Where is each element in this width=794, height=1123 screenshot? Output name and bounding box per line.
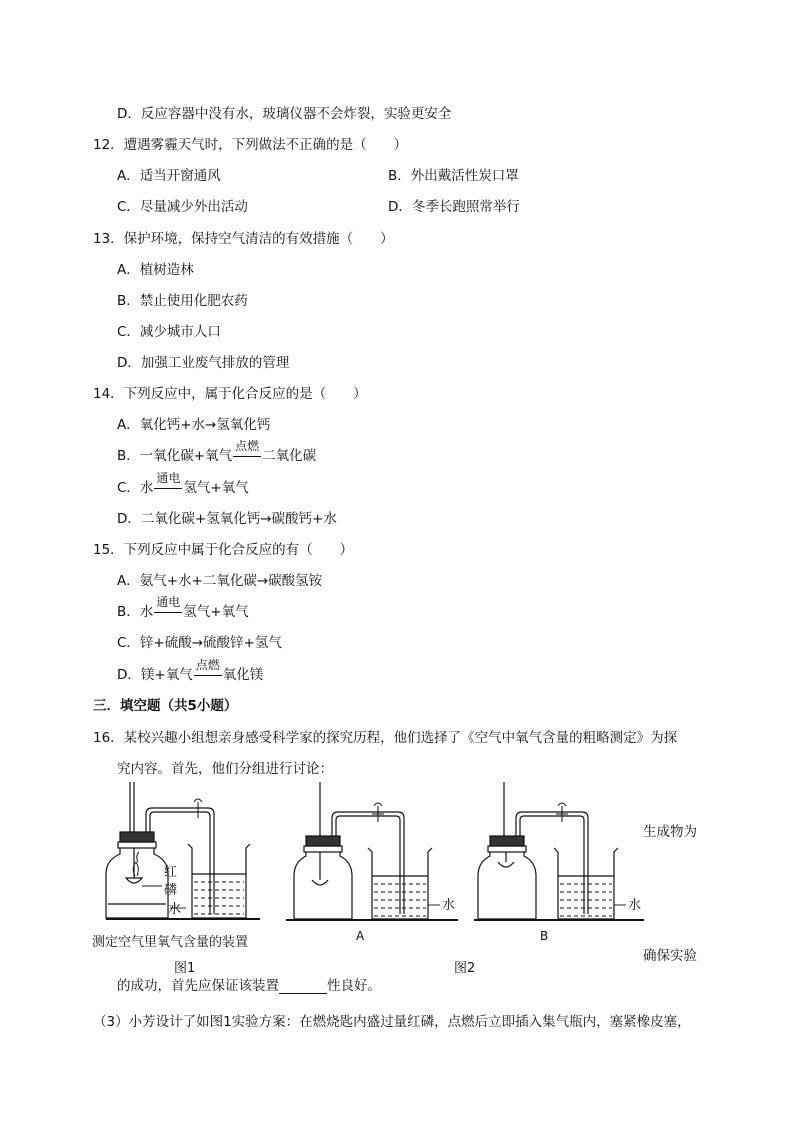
q15-stem: 15．下列反应中属于化合反应的有（ ）: [93, 542, 354, 558]
q16-line-2: 究内容。首先，他们分组进行讨论：: [117, 761, 333, 777]
label-a: A: [356, 929, 365, 943]
q14-b-condition-label: 点燃: [235, 439, 260, 453]
q14-b-reactants: B．一氧化碳+氧气: [117, 448, 233, 464]
q15-d-reactants: D．镁+氧气: [117, 667, 193, 683]
apparatus-figure: [88, 782, 644, 978]
q15-option-a: A．氨气+水+二氧化碳→碳酸氢铵: [117, 573, 323, 589]
q15-d-condition-label: 点燃: [195, 658, 220, 672]
q14-b-products: 二氧化碳: [262, 448, 317, 464]
q15-b-condition-label: 通电: [156, 595, 181, 609]
label-fig1: 图1: [174, 961, 196, 976]
label-b: B: [540, 929, 549, 943]
q14-option-d: D．二氧化碳+氢氧化钙→碳酸钙+水: [117, 511, 337, 527]
q15-b-reactants: B．水: [117, 604, 154, 620]
q14-b-condition: [232, 439, 262, 464]
q16-line-3-end: 性良好。: [327, 978, 381, 994]
q16-side-text-1: 生成物为: [643, 824, 697, 840]
q15-b-condition: [153, 595, 183, 620]
q14-c-products: 氢气+氧气: [183, 480, 249, 496]
q16-line-4: （3）小芳设计了如图1实验方案：在燃烧匙内盛过量红磷，点燃后立即插入集气瓶内，塞紧橡皮塞，: [93, 1014, 691, 1030]
q12-option-c: C．尽量减少外出活动: [117, 199, 248, 215]
q12-option-a: A．适当开窗通风: [117, 168, 221, 184]
q15-option-b: [117, 595, 249, 620]
q14-c-reactants: C．水: [117, 480, 154, 496]
label-water-a: 水: [442, 898, 456, 913]
q13-option-a: A．植树造林: [117, 262, 194, 278]
q12-option-b: B．外出戴活性炭口罩: [388, 168, 519, 184]
q14-option-a: A．氧化钙+水→氢氧化钙: [117, 417, 271, 433]
q15-option-d: [117, 658, 264, 683]
q13-option-d: D．加强工业废气排放的管理: [117, 355, 290, 371]
q16-side-text-2: 确保实验: [643, 948, 697, 964]
q15-d-products: 氧化镁: [222, 667, 264, 683]
caption-fig1: 测定空气里氧气含量的装置: [92, 935, 249, 950]
label-water-fig1: 水: [168, 902, 182, 917]
label-water-b: 水: [628, 898, 642, 913]
q13-option-b: B．禁止使用化肥农药: [117, 293, 248, 309]
q16-line-1: 16．某校兴趣小组想亲身感受科学家的探究历程，他们选择了《空气中氧气含量的粗略测定》为探: [93, 730, 678, 746]
q14-option-c: [117, 471, 249, 496]
q12-option-d: D．冬季长跑照常举行: [388, 199, 520, 215]
label-fig2: 图2: [454, 961, 476, 976]
q15-d-condition: [193, 658, 223, 683]
q13-option-c: C．减少城市人口: [117, 324, 221, 340]
q14-c-condition-label: 通电: [156, 471, 181, 485]
label-red: 红: [164, 865, 178, 880]
q12-stem: 12．遭遇雾霾天气时，下列做法不正确的是（ ）: [93, 137, 408, 153]
figure1-apparatus: [106, 782, 260, 919]
figure2-b-apparatus: [474, 782, 644, 920]
label-phosphorus: 磷: [164, 883, 178, 898]
q16-line-3-start: 的成功，首先应保证该装置: [117, 978, 279, 994]
answer-blank[interactable]: [279, 979, 327, 994]
q13-stem: 13．保护环境，保持空气清洁的有效措施（ ）: [93, 231, 394, 247]
q14-c-condition: [153, 471, 183, 496]
q11-option-d: D．反应容器中没有水，玻璃仪器不会炸裂，实验更安全: [117, 106, 452, 122]
q15-b-products: 氢气+氧气: [183, 604, 249, 620]
q15-option-c: C．锌+硫酸→硫酸锌+氢气: [117, 635, 282, 651]
section-heading: 三．填空题（共5小题）: [93, 698, 238, 714]
figure2-a-apparatus: [286, 782, 458, 920]
q14-option-b: [117, 439, 317, 464]
q14-stem: 14．下列反应中，属于化合反应的是（ ）: [93, 386, 367, 402]
